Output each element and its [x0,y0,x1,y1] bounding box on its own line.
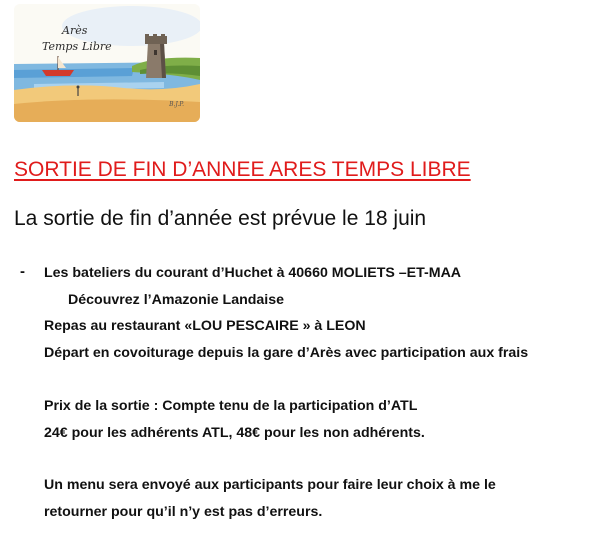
document-subtitle: La sortie de fin d’année est prévue le 18 juin [14,207,427,230]
text-line-repas: Repas au restaurant «LOU PESCAIRE » à LEON [44,318,366,334]
text-line-tarifs: 24€ pour les adhérents ATL, 48€ pour les non adhérents. [44,425,425,441]
text-line-prix: Prix de la sortie : Compte tenu de la participation d’ATL [44,398,418,414]
logo-text-ares: Arès [62,24,88,37]
ares-temps-libre-logo [14,4,200,122]
logo-text-libre: Libre [82,40,112,53]
text-line-bateliers: Les bateliers du courant d’Huchet à 40660 MOLIETS –ET-MAA [44,265,462,281]
text-line-depart: Départ en covoiturage depuis la gare d’Arès avec participation aux frais [44,345,529,361]
logo-signature: B.J.P. [169,101,184,108]
text-line-amazonie: Découvrez l’Amazonie Landaise [68,292,285,308]
logo-text-temps: Temps [42,40,79,53]
text-line-retourner: retourner pour qu’il n’y est pas d’erreurs. [44,504,323,520]
document-title: SORTIE DE FIN D’ANNEE ARES TEMPS LIBRE [14,158,471,181]
text-line-menu: Un menu sera envoyé aux participants pour faire leur choix à me le [44,477,496,493]
bullet-dash: - [20,263,25,280]
